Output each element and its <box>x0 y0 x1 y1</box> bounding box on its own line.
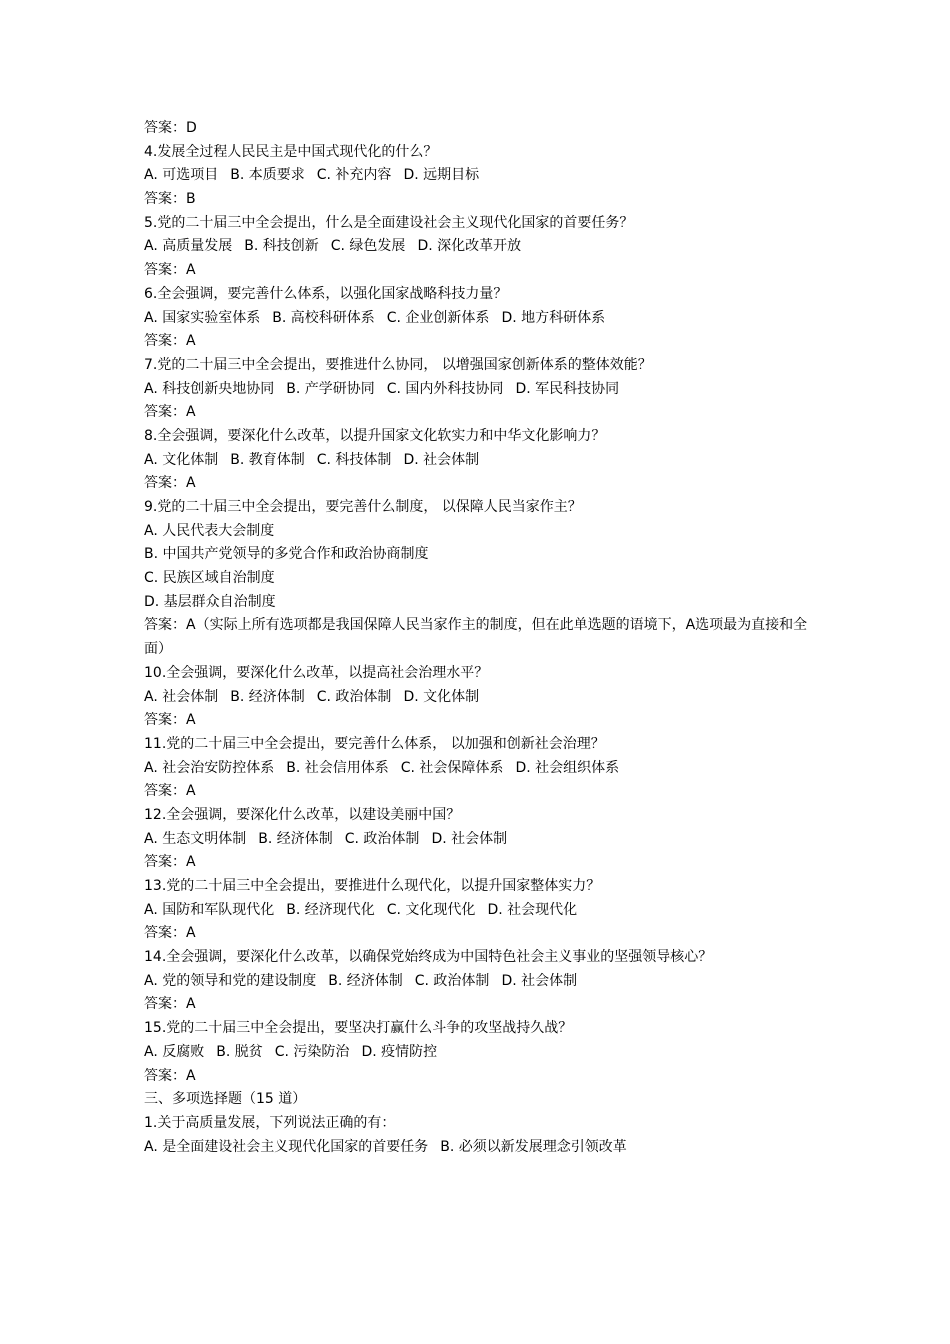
question-line: 12.全会强调，要深化什么改革，以建设美丽中国？ <box>144 806 461 823</box>
option-line: D. 基层群众自治制度 <box>144 593 276 610</box>
question-line: 9.党的二十届三中全会提出，要完善什么制度， 以保障人民当家作主？ <box>144 499 582 515</box>
answer-line: 答案：A <box>144 783 196 800</box>
question-line: 11.党的二十届三中全会提出，要完善什么体系， 以加强和创新社会治理？ <box>144 735 605 752</box>
option-text: B. 教育体制 <box>230 451 305 468</box>
option-text: C. 绿色发展 <box>330 238 406 255</box>
option-text: A. 文化体制 <box>144 451 219 468</box>
option-text: B. 高校科研体系 <box>272 309 375 326</box>
options-line <box>144 449 814 473</box>
options-line <box>144 1041 814 1065</box>
question-line: 14.全会强调，要深化什么改革，以确保党始终成为中国特色社会主义事业的坚强领导核心？ <box>144 949 713 966</box>
option-text: A. 高质量发展 <box>144 238 233 255</box>
options-line <box>144 757 814 781</box>
question-line: 7.党的二十届三中全会提出，要推进什么协同， 以增强国家创新体系的整体效能？ <box>144 356 652 373</box>
answer-line: 答案：A <box>144 475 196 492</box>
option-line: B. 中国共产党领导的多党合作和政治协商制度 <box>144 546 429 563</box>
option-text: C. 文化现代化 <box>386 901 476 918</box>
section-heading: 三、多项选择题（15 道） <box>144 1091 307 1108</box>
question-line: 8.全会强调，要深化什么改革，以提升国家文化软实力和中华文化影响力？ <box>144 427 606 444</box>
option-text: D. 社会体制 <box>501 972 578 989</box>
option-text: A. 社会体制 <box>144 688 219 705</box>
answer-line: 答案：A（实际上所有选项都是我国保障人民当家作主的制度，但在此单选题的语境下，A选项最为直接和全面） <box>144 617 808 658</box>
options-line <box>144 1136 814 1160</box>
option-text: C. 社会保障体系 <box>400 759 504 776</box>
option-text: A. 科技创新央地协同 <box>144 380 275 397</box>
option-text: D. 远期目标 <box>403 167 480 184</box>
option-text: C. 企业创新体系 <box>386 309 490 326</box>
option-text: D. 文化体制 <box>403 688 480 705</box>
option-text: A. 生态文明体制 <box>144 830 247 847</box>
option-text: B. 科技创新 <box>244 238 319 255</box>
option-text: B. 经济体制 <box>258 830 333 847</box>
option-text: A. 可选项目 <box>144 167 219 184</box>
option-text: B. 经济现代化 <box>286 901 375 918</box>
option-text: B. 脱贫 <box>216 1043 263 1060</box>
option-text: B. 必须以新发展理念引领改革 <box>440 1138 627 1155</box>
options-line <box>144 899 814 923</box>
option-text: C. 政治体制 <box>316 688 392 705</box>
option-text: A. 国家实验室体系 <box>144 309 261 326</box>
option-text: A. 反腐败 <box>144 1043 205 1060</box>
option-text: B. 经济体制 <box>328 972 403 989</box>
options-line <box>144 828 814 852</box>
option-line: C. 民族区域自治制度 <box>144 570 275 587</box>
option-line: A. 人民代表大会制度 <box>144 522 275 539</box>
answer-line: 答案：D <box>144 120 197 136</box>
options-line <box>144 235 814 259</box>
question-line: 6.全会强调，要完善什么体系，以强化国家战略科技力量？ <box>144 285 508 302</box>
answer-line: 答案：A <box>144 333 196 350</box>
answer-line: 答案：A <box>144 404 196 421</box>
option-text: B. 经济体制 <box>230 688 305 705</box>
answer-line: 答案：A <box>144 262 196 279</box>
option-text: B. 产学研协同 <box>286 380 375 397</box>
options-line <box>144 378 814 402</box>
option-text: A. 国防和军队现代化 <box>144 901 275 918</box>
options-line <box>144 970 814 994</box>
options-line <box>144 686 814 710</box>
question-line: 13.党的二十届三中全会提出，要推进什么现代化，以提升国家整体实力？ <box>144 878 601 895</box>
option-text: D. 社会体制 <box>403 451 480 468</box>
question-line: 1.关于高质量发展，下列说法正确的有： <box>144 1114 396 1131</box>
option-text: D. 社会组织体系 <box>515 759 620 776</box>
option-text: A. 党的领导和党的建设制度 <box>144 972 317 989</box>
option-text: B. 本质要求 <box>230 167 305 184</box>
option-text: C. 政治体制 <box>414 972 490 989</box>
answer-line: 答案：A <box>144 925 196 942</box>
answer-line: 答案：B <box>144 191 196 208</box>
option-text: C. 科技体制 <box>316 451 392 468</box>
option-text: C. 补充内容 <box>316 167 392 184</box>
answer-line: 答案：A <box>144 854 196 871</box>
option-text: A. 是全面建设社会主义现代化国家的首要任务 <box>144 1138 429 1155</box>
option-text: D. 疫情防控 <box>361 1043 438 1060</box>
option-text: C. 国内外科技协同 <box>386 380 504 397</box>
options-line <box>144 307 814 331</box>
question-line: 4.发展全过程人民民主是中国式现代化的什么？ <box>144 143 438 160</box>
option-text: B. 社会信用体系 <box>286 759 389 776</box>
option-text: A. 社会治安防控体系 <box>144 759 275 776</box>
option-text: C. 政治体制 <box>344 830 420 847</box>
option-text: D. 社会体制 <box>431 830 508 847</box>
answer-line: 答案：A <box>144 1067 196 1084</box>
question-line: 15.党的二十届三中全会提出，要坚决打赢什么斗争的攻坚战持久战？ <box>144 1020 573 1037</box>
option-text: C. 污染防治 <box>274 1043 350 1060</box>
question-line: 10.全会强调，要深化什么改革，以提高社会治理水平？ <box>144 664 489 681</box>
question-line: 5.党的二十届三中全会提出，什么是全面建设社会主义现代化国家的首要任务？ <box>144 214 634 231</box>
document-page <box>144 117 814 1159</box>
answer-line: 答案：A <box>144 712 196 729</box>
option-text: D. 深化改革开放 <box>417 238 522 255</box>
option-text: D. 社会现代化 <box>487 901 578 918</box>
option-text: D. 地方科研体系 <box>501 309 606 326</box>
options-line <box>144 164 814 188</box>
option-text: D. 军民科技协同 <box>515 380 620 397</box>
answer-line: 答案：A <box>144 996 196 1013</box>
